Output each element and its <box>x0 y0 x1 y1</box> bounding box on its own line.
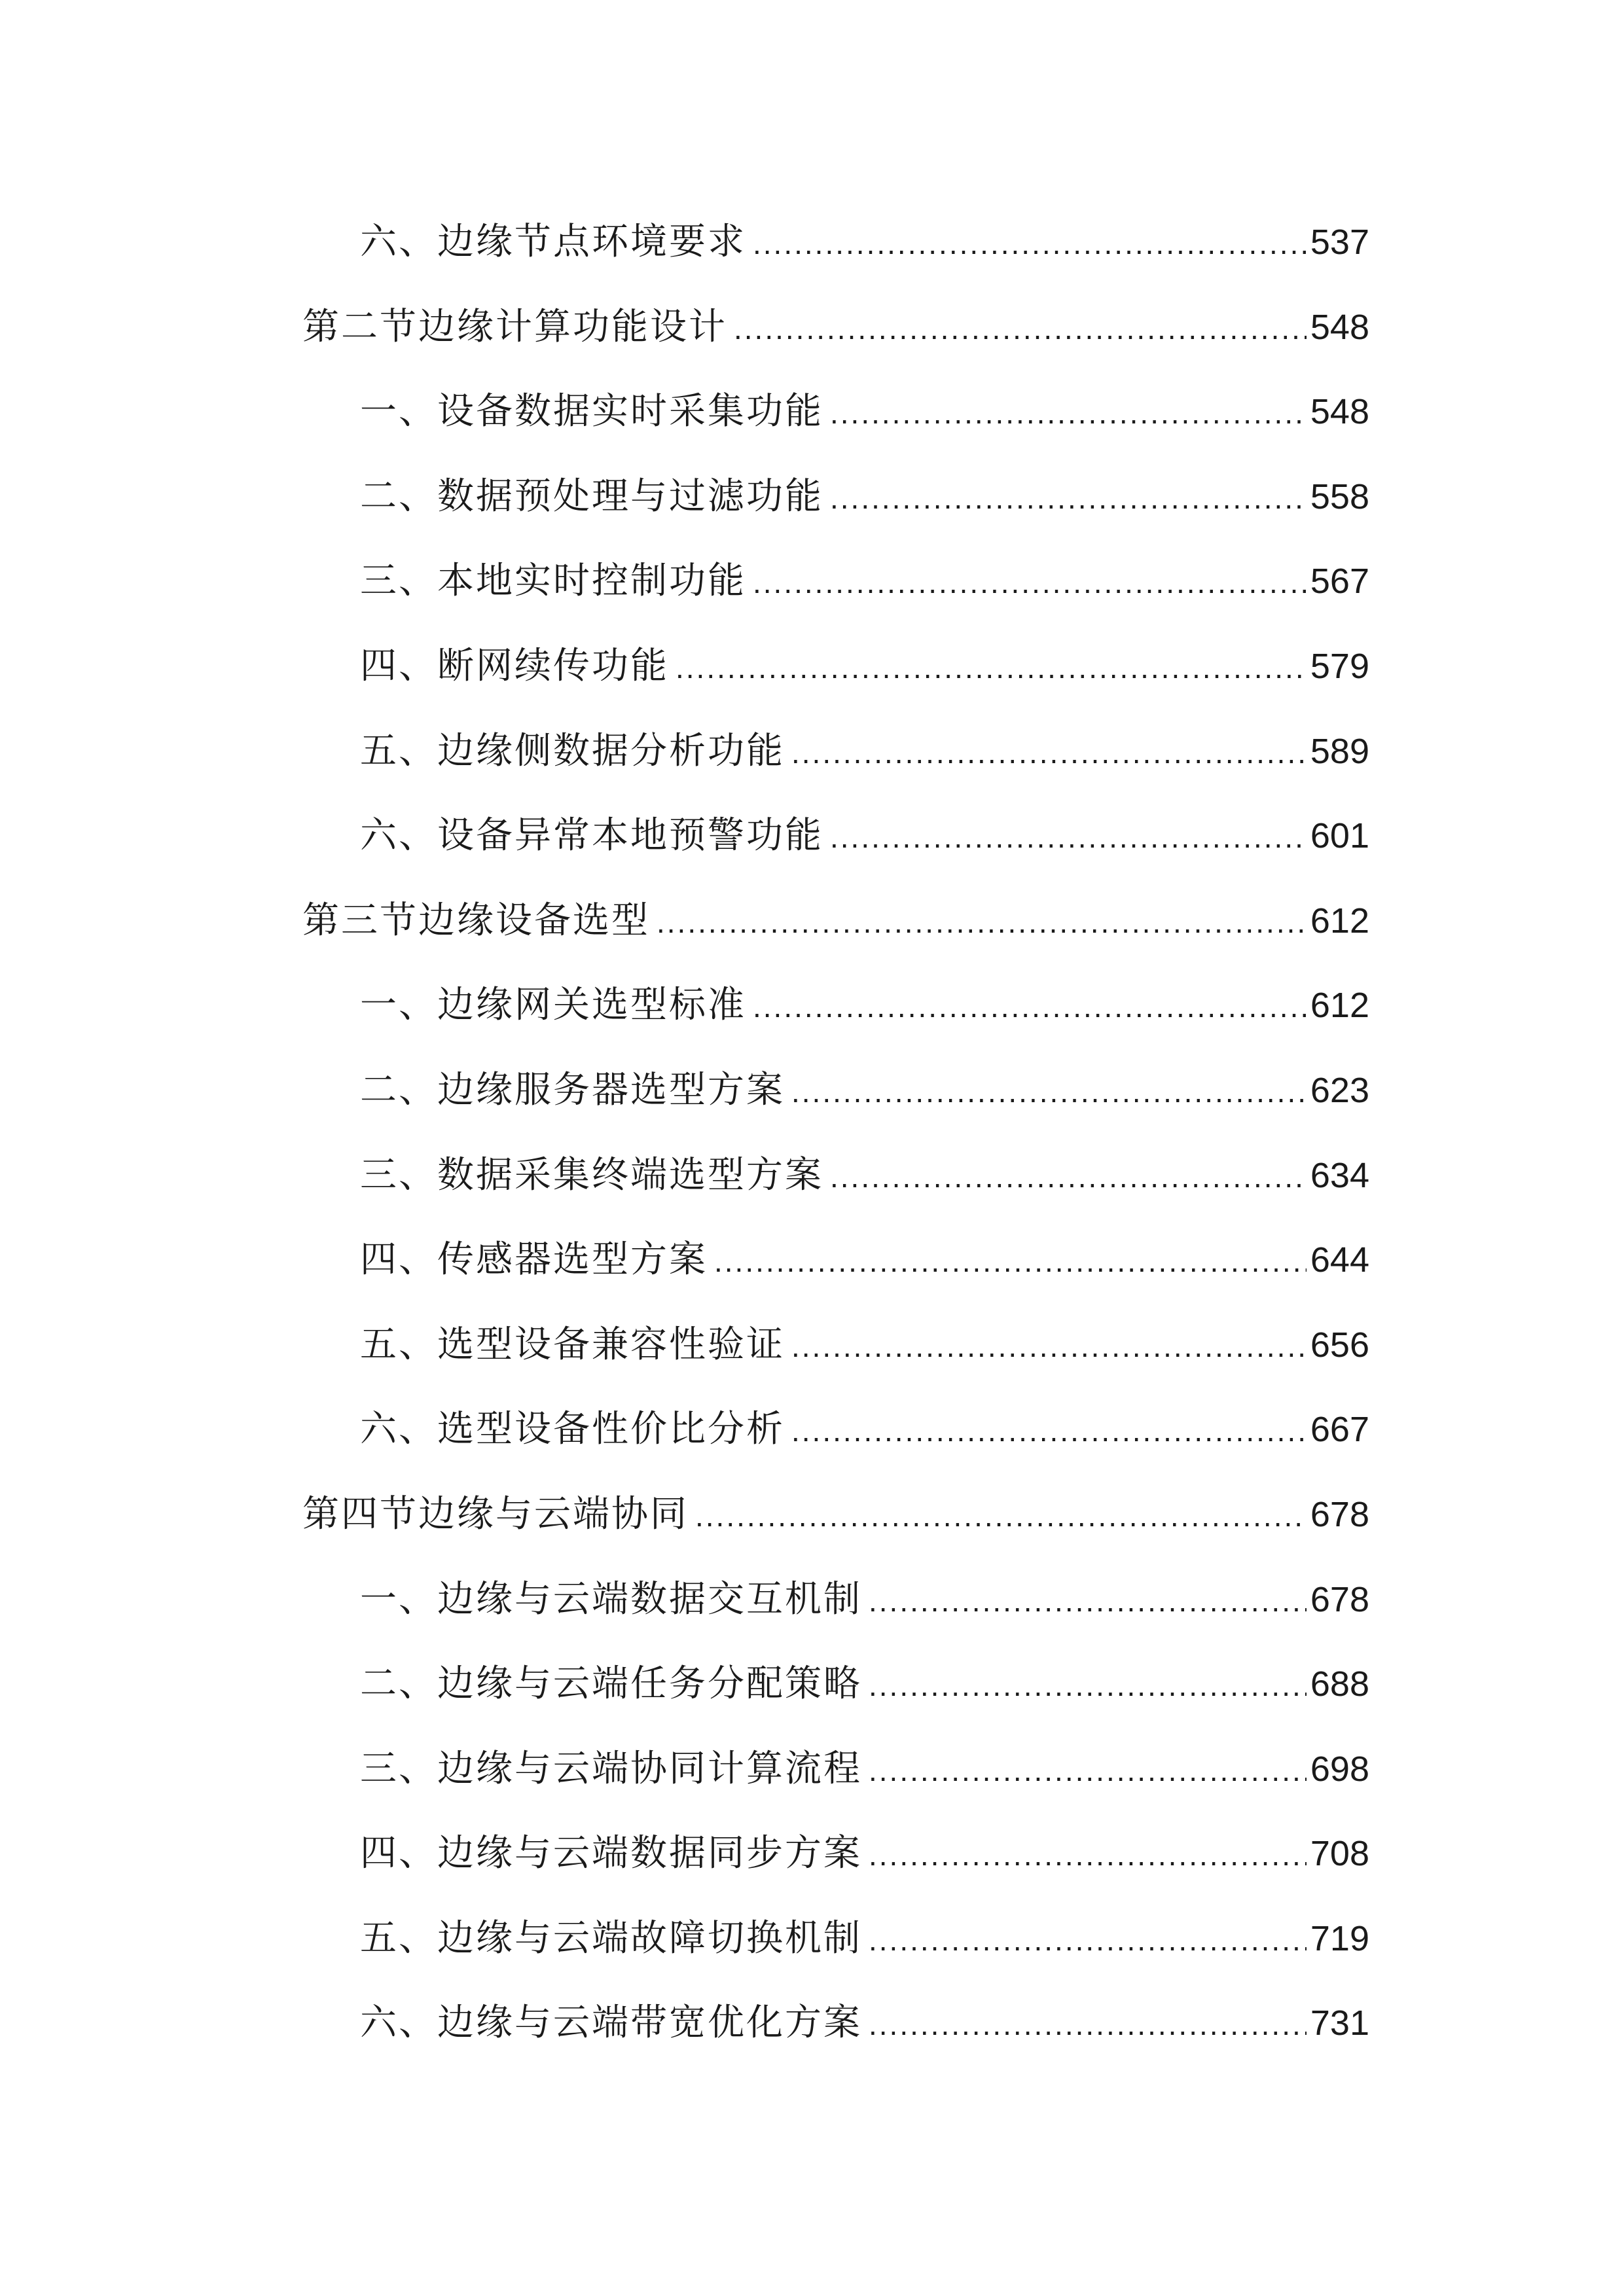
toc-entry[interactable] <box>302 793 1369 878</box>
toc-entry[interactable] <box>302 709 1369 794</box>
toc-entry-title: 五、边缘与云端故障切换机制 <box>360 1916 862 1960</box>
toc-page-number: 612 <box>1310 986 1369 1026</box>
toc-dot-leader <box>869 1643 1307 1729</box>
toc-entry[interactable] <box>302 200 1369 285</box>
toc-dot-leader <box>753 965 1307 1050</box>
toc-entry[interactable] <box>302 369 1369 454</box>
toc-page-number: 537 <box>1310 223 1369 262</box>
toc-dot-leader <box>791 1304 1307 1390</box>
toc-dot-leader <box>869 1729 1307 1814</box>
toc-page-number: 589 <box>1310 731 1369 771</box>
toc-entry[interactable] <box>302 1048 1369 1133</box>
toc-page-number: 634 <box>1310 1155 1369 1195</box>
toc-entry[interactable] <box>302 624 1369 709</box>
toc-entry-title: 四、传感器选型方案 <box>360 1238 708 1282</box>
toc-page-number: 558 <box>1310 476 1369 516</box>
toc-entry-title: 四、断网续传功能 <box>360 644 669 687</box>
toc-entry[interactable] <box>302 878 1369 963</box>
toc-page-number: 656 <box>1310 1325 1369 1365</box>
toc-page-number: 644 <box>1310 1240 1369 1280</box>
toc-entry-title: 一、设备数据实时采集功能 <box>360 390 823 433</box>
toc-page-number: 579 <box>1310 646 1369 686</box>
toc-dot-leader <box>869 1813 1307 1898</box>
toc-entry[interactable] <box>302 1557 1369 1642</box>
toc-entry-title: 一、边缘网关选型标准 <box>360 984 746 1027</box>
toc-entry-title: 六、边缘与云端带宽优化方案 <box>360 2001 862 2045</box>
toc-dot-leader <box>869 1559 1307 1644</box>
toc-page-number: 678 <box>1310 1494 1369 1534</box>
toc-entry-title: 五、选型设备兼容性验证 <box>360 1323 785 1366</box>
toc-entry[interactable] <box>302 1641 1369 1727</box>
toc-entry-title: 六、边缘节点环境要求 <box>360 221 746 263</box>
table-of-contents <box>302 200 1369 2066</box>
toc-entry[interactable] <box>302 1896 1369 1981</box>
toc-entry[interactable] <box>302 539 1369 624</box>
toc-dot-leader <box>791 711 1307 796</box>
toc-dot-leader <box>869 1982 1307 2068</box>
toc-dot-leader <box>830 371 1307 456</box>
toc-entry[interactable] <box>302 963 1369 1048</box>
toc-page-number: 719 <box>1310 1918 1369 1958</box>
toc-entry-title: 三、本地实时控制功能 <box>360 560 746 603</box>
toc-entry[interactable] <box>302 1302 1369 1388</box>
toc-entry[interactable] <box>302 1133 1369 1218</box>
toc-dot-leader <box>791 1050 1307 1135</box>
toc-entry-title: 二、边缘与云端任务分配策略 <box>360 1662 862 1706</box>
toc-page-number: 567 <box>1310 562 1369 601</box>
toc-dot-leader <box>830 456 1307 541</box>
toc-entry[interactable] <box>302 1981 1369 2066</box>
toc-dot-leader <box>714 1219 1307 1304</box>
toc-entry-title: 第四节边缘与云端协同 <box>302 1492 689 1535</box>
toc-dot-leader <box>734 287 1307 372</box>
toc-page-number: 623 <box>1310 1070 1369 1110</box>
toc-entry[interactable] <box>302 454 1369 539</box>
toc-entry[interactable] <box>302 1387 1369 1472</box>
toc-entry-title: 一、边缘与云端数据交互机制 <box>360 1577 862 1621</box>
toc-entry-title: 第三节边缘设备选型 <box>302 899 650 942</box>
toc-entry[interactable] <box>302 1472 1369 1557</box>
toc-dot-leader <box>830 795 1307 880</box>
toc-page-number: 708 <box>1310 1834 1369 1874</box>
toc-page-number: 548 <box>1310 307 1369 347</box>
toc-entry[interactable] <box>302 1217 1369 1302</box>
toc-page-number: 612 <box>1310 901 1369 941</box>
toc-entry-title: 六、选型设备性价比分析 <box>360 1408 785 1451</box>
toc-entry-title: 五、边缘侧数据分析功能 <box>360 729 785 772</box>
toc-dot-leader <box>657 880 1307 965</box>
toc-dot-leader <box>676 626 1307 711</box>
toc-page-number: 678 <box>1310 1579 1369 1619</box>
toc-dot-leader <box>869 1898 1307 1983</box>
toc-entry-title: 六、设备异常本地预警功能 <box>360 814 823 857</box>
toc-dot-leader <box>695 1474 1307 1559</box>
toc-page-number: 601 <box>1310 816 1369 856</box>
toc-entry[interactable] <box>302 1811 1369 1896</box>
toc-entry-title: 三、数据采集终端选型方案 <box>360 1153 823 1196</box>
toc-page-number: 667 <box>1310 1410 1369 1450</box>
toc-page-number: 548 <box>1310 392 1369 432</box>
toc-page-number: 688 <box>1310 1664 1369 1704</box>
toc-entry-title: 四、边缘与云端数据同步方案 <box>360 1832 862 1875</box>
toc-entry-title: 第二节边缘计算功能设计 <box>302 305 727 348</box>
toc-dot-leader <box>753 541 1307 626</box>
toc-page-number: 698 <box>1310 1749 1369 1789</box>
toc-dot-leader <box>791 1389 1307 1474</box>
toc-entry[interactable] <box>302 285 1369 370</box>
toc-dot-leader <box>830 1135 1307 1220</box>
toc-entry-title: 三、边缘与云端协同计算流程 <box>360 1747 862 1790</box>
toc-entry[interactable] <box>302 1727 1369 1812</box>
toc-entry-title: 二、边缘服务器选型方案 <box>360 1068 785 1111</box>
toc-entry-title: 二、数据预处理与过滤功能 <box>360 475 823 518</box>
toc-page-number: 731 <box>1310 2003 1369 2043</box>
toc-dot-leader <box>753 202 1307 287</box>
